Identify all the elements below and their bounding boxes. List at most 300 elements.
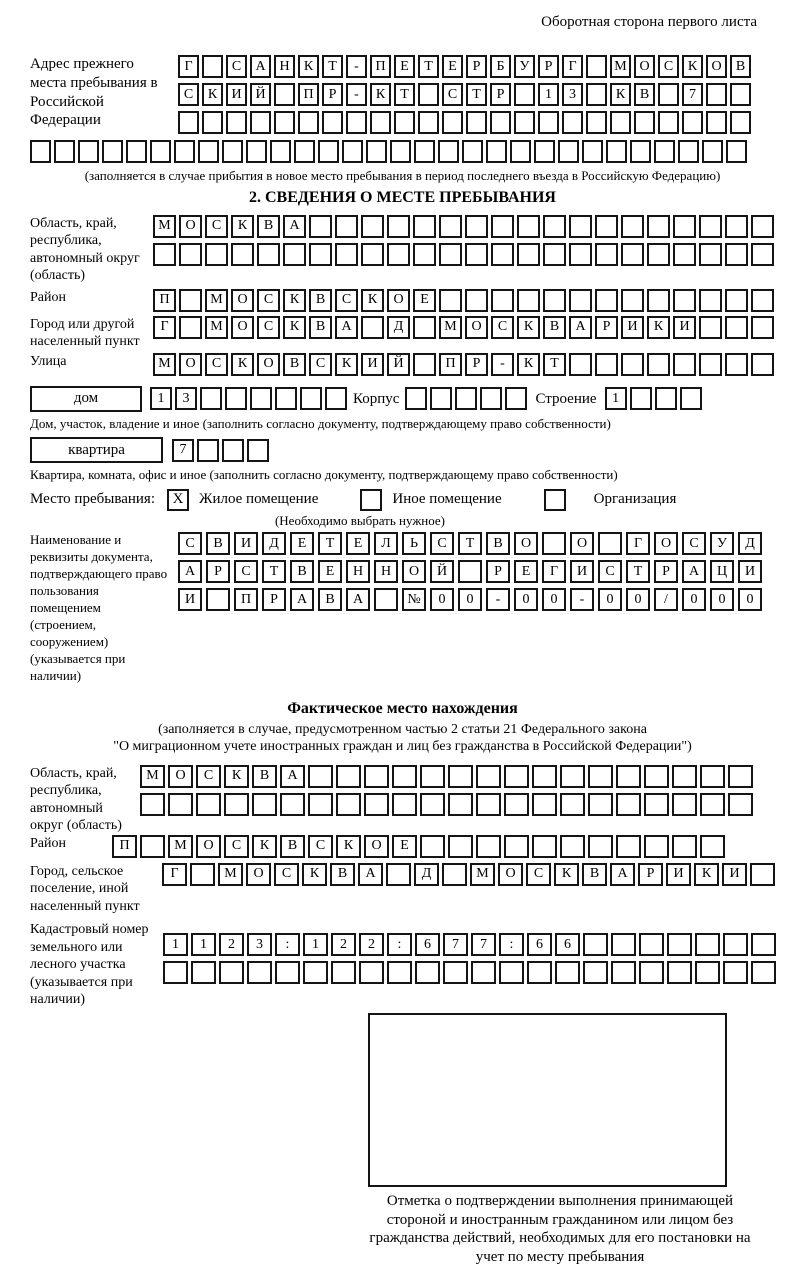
char-cell[interactable] xyxy=(699,243,722,266)
char-cell[interactable] xyxy=(491,243,514,266)
char-cell[interactable] xyxy=(257,243,280,266)
char-cell[interactable] xyxy=(673,243,696,266)
char-cell[interactable] xyxy=(206,588,230,611)
char-cell[interactable] xyxy=(700,793,725,816)
char-cell[interactable] xyxy=(490,111,511,134)
char-cell[interactable] xyxy=(364,793,389,816)
char-cell[interactable] xyxy=(359,961,384,984)
char-cell[interactable] xyxy=(725,353,748,376)
char-cell[interactable] xyxy=(514,83,535,106)
char-cell[interactable] xyxy=(630,140,651,163)
char-cell[interactable] xyxy=(179,289,202,312)
char-cell[interactable] xyxy=(621,243,644,266)
char-cell[interactable]: М xyxy=(153,353,176,376)
char-cell[interactable] xyxy=(725,316,748,339)
apartment-box[interactable]: квартира xyxy=(30,437,163,463)
char-cell[interactable]: О xyxy=(231,289,254,312)
char-cell[interactable]: К xyxy=(224,765,249,788)
char-cell[interactable]: 7 xyxy=(682,83,703,106)
char-cell[interactable]: Р xyxy=(490,83,511,106)
char-cell[interactable]: М xyxy=(610,55,631,78)
char-cell[interactable] xyxy=(611,961,636,984)
char-cell[interactable]: 1 xyxy=(303,933,328,956)
char-cell[interactable] xyxy=(647,243,670,266)
char-cell[interactable] xyxy=(655,387,677,410)
char-cell[interactable]: 0 xyxy=(710,588,734,611)
char-cell[interactable] xyxy=(448,835,473,858)
char-cell[interactable]: К xyxy=(231,353,254,376)
char-cell[interactable] xyxy=(231,243,254,266)
char-cell[interactable]: М xyxy=(153,215,176,238)
char-cell[interactable]: О xyxy=(387,289,410,312)
char-cell[interactable] xyxy=(667,933,692,956)
char-cell[interactable] xyxy=(621,215,644,238)
char-cell[interactable]: К xyxy=(335,353,358,376)
char-cell[interactable] xyxy=(699,215,722,238)
char-cell[interactable]: А xyxy=(569,316,592,339)
char-cell[interactable]: К xyxy=(694,863,719,886)
char-cell[interactable] xyxy=(491,289,514,312)
char-cell[interactable]: 0 xyxy=(514,588,538,611)
char-cell[interactable]: Г xyxy=(542,560,566,583)
char-cell[interactable] xyxy=(274,111,295,134)
char-cell[interactable] xyxy=(723,961,748,984)
char-cell[interactable]: № xyxy=(402,588,426,611)
char-cell[interactable]: Д xyxy=(387,316,410,339)
char-cell[interactable]: 1 xyxy=(191,933,216,956)
char-cell[interactable] xyxy=(751,353,774,376)
char-cell[interactable]: К xyxy=(370,83,391,106)
char-cell[interactable] xyxy=(322,111,343,134)
char-cell[interactable] xyxy=(647,289,670,312)
char-cell[interactable] xyxy=(335,243,358,266)
char-cell[interactable] xyxy=(725,289,748,312)
char-cell[interactable] xyxy=(140,793,165,816)
char-cell[interactable] xyxy=(532,793,557,816)
char-cell[interactable] xyxy=(510,140,531,163)
char-cell[interactable]: А xyxy=(250,55,271,78)
char-cell[interactable]: В xyxy=(309,289,332,312)
char-cell[interactable] xyxy=(205,243,228,266)
char-cell[interactable] xyxy=(586,83,607,106)
char-cell[interactable]: М xyxy=(140,765,165,788)
char-cell[interactable]: Р xyxy=(262,588,286,611)
char-cell[interactable]: С xyxy=(205,353,228,376)
char-cell[interactable]: Т xyxy=(322,55,343,78)
char-cell[interactable]: П xyxy=(153,289,176,312)
char-cell[interactable]: - xyxy=(486,588,510,611)
char-cell[interactable]: В xyxy=(290,560,314,583)
char-cell[interactable] xyxy=(476,835,501,858)
char-cell[interactable]: О xyxy=(465,316,488,339)
char-cell[interactable] xyxy=(586,55,607,78)
char-cell[interactable]: В xyxy=(318,588,342,611)
char-cell[interactable] xyxy=(723,933,748,956)
char-cell[interactable] xyxy=(442,111,463,134)
char-cell[interactable]: У xyxy=(514,55,535,78)
char-cell[interactable]: О xyxy=(634,55,655,78)
char-cell[interactable] xyxy=(695,933,720,956)
char-cell[interactable]: Т xyxy=(318,532,342,555)
char-cell[interactable]: - xyxy=(570,588,594,611)
char-cell[interactable]: Г xyxy=(626,532,650,555)
char-cell[interactable] xyxy=(750,863,775,886)
char-cell[interactable]: Р xyxy=(638,863,663,886)
char-cell[interactable] xyxy=(163,961,188,984)
char-cell[interactable]: 0 xyxy=(738,588,762,611)
char-cell[interactable] xyxy=(413,316,436,339)
char-cell[interactable]: К xyxy=(283,316,306,339)
char-cell[interactable] xyxy=(751,215,774,238)
char-cell[interactable] xyxy=(361,316,384,339)
char-cell[interactable]: О xyxy=(196,835,221,858)
char-cell[interactable]: М xyxy=(205,289,228,312)
char-cell[interactable] xyxy=(387,961,412,984)
char-cell[interactable] xyxy=(361,243,384,266)
char-cell[interactable] xyxy=(751,316,774,339)
char-cell[interactable]: Д xyxy=(262,532,286,555)
char-cell[interactable]: С xyxy=(257,289,280,312)
char-cell[interactable] xyxy=(621,353,644,376)
char-cell[interactable] xyxy=(443,961,468,984)
char-cell[interactable] xyxy=(667,961,692,984)
char-cell[interactable]: О xyxy=(257,353,280,376)
char-cell[interactable]: И xyxy=(570,560,594,583)
char-cell[interactable] xyxy=(583,933,608,956)
char-cell[interactable]: М xyxy=(168,835,193,858)
char-cell[interactable] xyxy=(222,140,243,163)
char-cell[interactable] xyxy=(246,140,267,163)
char-cell[interactable]: С xyxy=(224,835,249,858)
char-cell[interactable] xyxy=(543,215,566,238)
char-cell[interactable]: Й xyxy=(250,83,271,106)
char-cell[interactable] xyxy=(415,961,440,984)
char-cell[interactable] xyxy=(680,387,702,410)
char-cell[interactable]: К xyxy=(517,353,540,376)
char-cell[interactable] xyxy=(560,793,585,816)
char-cell[interactable] xyxy=(392,793,417,816)
char-cell[interactable] xyxy=(153,243,176,266)
char-cell[interactable] xyxy=(644,793,669,816)
char-cell[interactable] xyxy=(364,765,389,788)
char-cell[interactable]: 7 xyxy=(172,439,194,462)
char-cell[interactable]: В xyxy=(252,765,277,788)
char-cell[interactable] xyxy=(465,215,488,238)
char-cell[interactable]: Г xyxy=(562,55,583,78)
char-cell[interactable] xyxy=(491,215,514,238)
char-cell[interactable]: - xyxy=(491,353,514,376)
char-cell[interactable]: С xyxy=(430,532,454,555)
char-cell[interactable]: Т xyxy=(458,532,482,555)
char-cell[interactable] xyxy=(673,215,696,238)
char-cell[interactable]: А xyxy=(280,765,305,788)
char-cell[interactable] xyxy=(222,439,244,462)
char-cell[interactable] xyxy=(751,243,774,266)
char-cell[interactable] xyxy=(555,961,580,984)
char-cell[interactable]: А xyxy=(178,560,202,583)
char-cell[interactable] xyxy=(504,793,529,816)
char-cell[interactable] xyxy=(569,215,592,238)
char-cell[interactable] xyxy=(413,353,436,376)
char-cell[interactable]: Т xyxy=(262,560,286,583)
char-cell[interactable] xyxy=(126,140,147,163)
char-cell[interactable] xyxy=(198,140,219,163)
char-cell[interactable] xyxy=(606,140,627,163)
char-cell[interactable]: Т xyxy=(394,83,415,106)
char-cell[interactable]: А xyxy=(335,316,358,339)
char-cell[interactable]: Г xyxy=(153,316,176,339)
char-cell[interactable]: А xyxy=(283,215,306,238)
char-cell[interactable] xyxy=(179,316,202,339)
char-cell[interactable] xyxy=(706,83,727,106)
char-cell[interactable] xyxy=(178,111,199,134)
char-cell[interactable] xyxy=(695,961,720,984)
char-cell[interactable]: М xyxy=(205,316,228,339)
char-cell[interactable]: Д xyxy=(414,863,439,886)
char-cell[interactable] xyxy=(480,387,502,410)
char-cell[interactable]: М xyxy=(218,863,243,886)
char-cell[interactable] xyxy=(275,961,300,984)
char-cell[interactable] xyxy=(336,793,361,816)
char-cell[interactable]: К xyxy=(252,835,277,858)
char-cell[interactable]: И xyxy=(361,353,384,376)
char-cell[interactable] xyxy=(219,961,244,984)
char-cell[interactable]: У xyxy=(710,532,734,555)
char-cell[interactable]: 0 xyxy=(598,588,622,611)
char-cell[interactable] xyxy=(725,243,748,266)
char-cell[interactable] xyxy=(730,111,751,134)
char-cell[interactable] xyxy=(616,793,641,816)
char-cell[interactable] xyxy=(308,793,333,816)
char-cell[interactable]: О xyxy=(231,316,254,339)
char-cell[interactable]: 0 xyxy=(458,588,482,611)
char-cell[interactable] xyxy=(725,215,748,238)
char-cell[interactable]: Й xyxy=(387,353,410,376)
char-cell[interactable] xyxy=(318,140,339,163)
char-cell[interactable]: Т xyxy=(418,55,439,78)
char-cell[interactable] xyxy=(582,140,603,163)
char-cell[interactable] xyxy=(308,765,333,788)
char-cell[interactable]: Ь xyxy=(402,532,426,555)
char-cell[interactable] xyxy=(598,532,622,555)
char-cell[interactable]: А xyxy=(346,588,370,611)
char-cell[interactable] xyxy=(366,140,387,163)
char-cell[interactable] xyxy=(699,289,722,312)
char-cell[interactable] xyxy=(336,765,361,788)
char-cell[interactable]: С xyxy=(274,863,299,886)
char-cell[interactable]: Р xyxy=(538,55,559,78)
char-cell[interactable] xyxy=(197,439,219,462)
char-cell[interactable]: С xyxy=(598,560,622,583)
char-cell[interactable] xyxy=(630,387,652,410)
char-cell[interactable] xyxy=(751,289,774,312)
char-cell[interactable]: И xyxy=(666,863,691,886)
char-cell[interactable] xyxy=(647,353,670,376)
char-cell[interactable] xyxy=(532,835,557,858)
char-cell[interactable] xyxy=(225,387,247,410)
char-cell[interactable] xyxy=(370,111,391,134)
char-cell[interactable] xyxy=(325,387,347,410)
char-cell[interactable]: С xyxy=(442,83,463,106)
char-cell[interactable] xyxy=(102,140,123,163)
char-cell[interactable]: Р xyxy=(466,55,487,78)
char-cell[interactable] xyxy=(595,215,618,238)
char-cell[interactable]: В xyxy=(730,55,751,78)
char-cell[interactable] xyxy=(283,243,306,266)
char-cell[interactable]: И xyxy=(722,863,747,886)
char-cell[interactable] xyxy=(569,243,592,266)
char-cell[interactable] xyxy=(439,243,462,266)
char-cell[interactable]: 2 xyxy=(219,933,244,956)
char-cell[interactable] xyxy=(543,243,566,266)
char-cell[interactable]: В xyxy=(582,863,607,886)
char-cell[interactable] xyxy=(702,140,723,163)
char-cell[interactable] xyxy=(514,111,535,134)
char-cell[interactable] xyxy=(504,835,529,858)
char-cell[interactable] xyxy=(595,289,618,312)
char-cell[interactable] xyxy=(532,765,557,788)
char-cell[interactable] xyxy=(634,111,655,134)
char-cell[interactable]: М xyxy=(470,863,495,886)
char-cell[interactable]: Г xyxy=(162,863,187,886)
char-cell[interactable] xyxy=(200,387,222,410)
char-cell[interactable] xyxy=(405,387,427,410)
char-cell[interactable] xyxy=(538,111,559,134)
char-cell[interactable] xyxy=(190,863,215,886)
char-cell[interactable] xyxy=(730,83,751,106)
char-cell[interactable]: Е xyxy=(318,560,342,583)
char-cell[interactable]: Н xyxy=(374,560,398,583)
char-cell[interactable] xyxy=(386,863,411,886)
char-cell[interactable] xyxy=(595,243,618,266)
char-cell[interactable] xyxy=(448,793,473,816)
char-cell[interactable]: О xyxy=(514,532,538,555)
char-cell[interactable]: И xyxy=(673,316,696,339)
char-cell[interactable]: С xyxy=(526,863,551,886)
char-cell[interactable]: С xyxy=(257,316,280,339)
char-cell[interactable] xyxy=(247,439,269,462)
char-cell[interactable]: О xyxy=(402,560,426,583)
char-cell[interactable] xyxy=(499,961,524,984)
char-cell[interactable]: 6 xyxy=(555,933,580,956)
char-cell[interactable] xyxy=(700,765,725,788)
char-cell[interactable]: Д xyxy=(738,532,762,555)
char-cell[interactable] xyxy=(414,140,435,163)
char-cell[interactable] xyxy=(616,765,641,788)
char-cell[interactable] xyxy=(654,140,675,163)
char-cell[interactable] xyxy=(387,215,410,238)
char-cell[interactable]: В xyxy=(257,215,280,238)
char-cell[interactable] xyxy=(392,765,417,788)
char-cell[interactable] xyxy=(331,961,356,984)
char-cell[interactable] xyxy=(476,765,501,788)
char-cell[interactable] xyxy=(418,83,439,106)
char-cell[interactable]: Т xyxy=(543,353,566,376)
char-cell[interactable]: 0 xyxy=(430,588,454,611)
char-cell[interactable]: И xyxy=(621,316,644,339)
char-cell[interactable]: О xyxy=(654,532,678,555)
char-cell[interactable]: 0 xyxy=(682,588,706,611)
char-cell[interactable] xyxy=(78,140,99,163)
char-cell[interactable]: К xyxy=(202,83,223,106)
char-cell[interactable] xyxy=(270,140,291,163)
char-cell[interactable] xyxy=(418,111,439,134)
char-cell[interactable]: 6 xyxy=(527,933,552,956)
char-cell[interactable] xyxy=(672,793,697,816)
char-cell[interactable]: С xyxy=(196,765,221,788)
char-cell[interactable]: : xyxy=(499,933,524,956)
char-cell[interactable] xyxy=(420,765,445,788)
char-cell[interactable]: Р xyxy=(654,560,678,583)
char-cell[interactable] xyxy=(534,140,555,163)
char-cell[interactable] xyxy=(413,215,436,238)
char-cell[interactable] xyxy=(726,140,747,163)
char-cell[interactable] xyxy=(420,835,445,858)
char-cell[interactable] xyxy=(699,353,722,376)
char-cell[interactable] xyxy=(202,55,223,78)
char-cell[interactable]: С xyxy=(205,215,228,238)
char-cell[interactable]: : xyxy=(275,933,300,956)
char-cell[interactable] xyxy=(504,765,529,788)
char-cell[interactable] xyxy=(250,111,271,134)
char-cell[interactable] xyxy=(644,835,669,858)
char-cell[interactable]: Р xyxy=(465,353,488,376)
char-cell[interactable] xyxy=(471,961,496,984)
char-cell[interactable]: В xyxy=(309,316,332,339)
char-cell[interactable] xyxy=(595,353,618,376)
char-cell[interactable] xyxy=(179,243,202,266)
char-cell[interactable] xyxy=(439,289,462,312)
char-cell[interactable]: - xyxy=(346,83,367,106)
char-cell[interactable] xyxy=(465,289,488,312)
char-cell[interactable] xyxy=(751,933,776,956)
char-cell[interactable]: М xyxy=(439,316,462,339)
char-cell[interactable]: Н xyxy=(274,55,295,78)
char-cell[interactable]: Ц xyxy=(710,560,734,583)
char-cell[interactable] xyxy=(54,140,75,163)
char-cell[interactable] xyxy=(673,289,696,312)
char-cell[interactable]: / xyxy=(654,588,678,611)
char-cell[interactable]: С xyxy=(308,835,333,858)
char-cell[interactable]: 1 xyxy=(163,933,188,956)
char-cell[interactable]: 1 xyxy=(150,387,172,410)
char-cell[interactable] xyxy=(700,835,725,858)
char-cell[interactable] xyxy=(387,243,410,266)
char-cell[interactable] xyxy=(517,243,540,266)
char-cell[interactable] xyxy=(309,243,332,266)
char-cell[interactable] xyxy=(191,961,216,984)
char-cell[interactable] xyxy=(751,961,776,984)
checkbox-zhiloe[interactable]: X xyxy=(167,489,189,511)
char-cell[interactable] xyxy=(639,961,664,984)
char-cell[interactable]: А xyxy=(358,863,383,886)
char-cell[interactable] xyxy=(647,215,670,238)
char-cell[interactable] xyxy=(303,961,328,984)
char-cell[interactable] xyxy=(560,835,585,858)
char-cell[interactable] xyxy=(280,793,305,816)
char-cell[interactable]: Н xyxy=(346,560,370,583)
char-cell[interactable]: С xyxy=(491,316,514,339)
char-cell[interactable]: К xyxy=(554,863,579,886)
char-cell[interactable]: Б xyxy=(490,55,511,78)
char-cell[interactable] xyxy=(658,111,679,134)
char-cell[interactable]: П xyxy=(439,353,462,376)
char-cell[interactable] xyxy=(30,140,51,163)
house-box[interactable]: дом xyxy=(30,386,142,412)
char-cell[interactable]: И xyxy=(178,588,202,611)
char-cell[interactable] xyxy=(196,793,221,816)
char-cell[interactable]: Г xyxy=(178,55,199,78)
